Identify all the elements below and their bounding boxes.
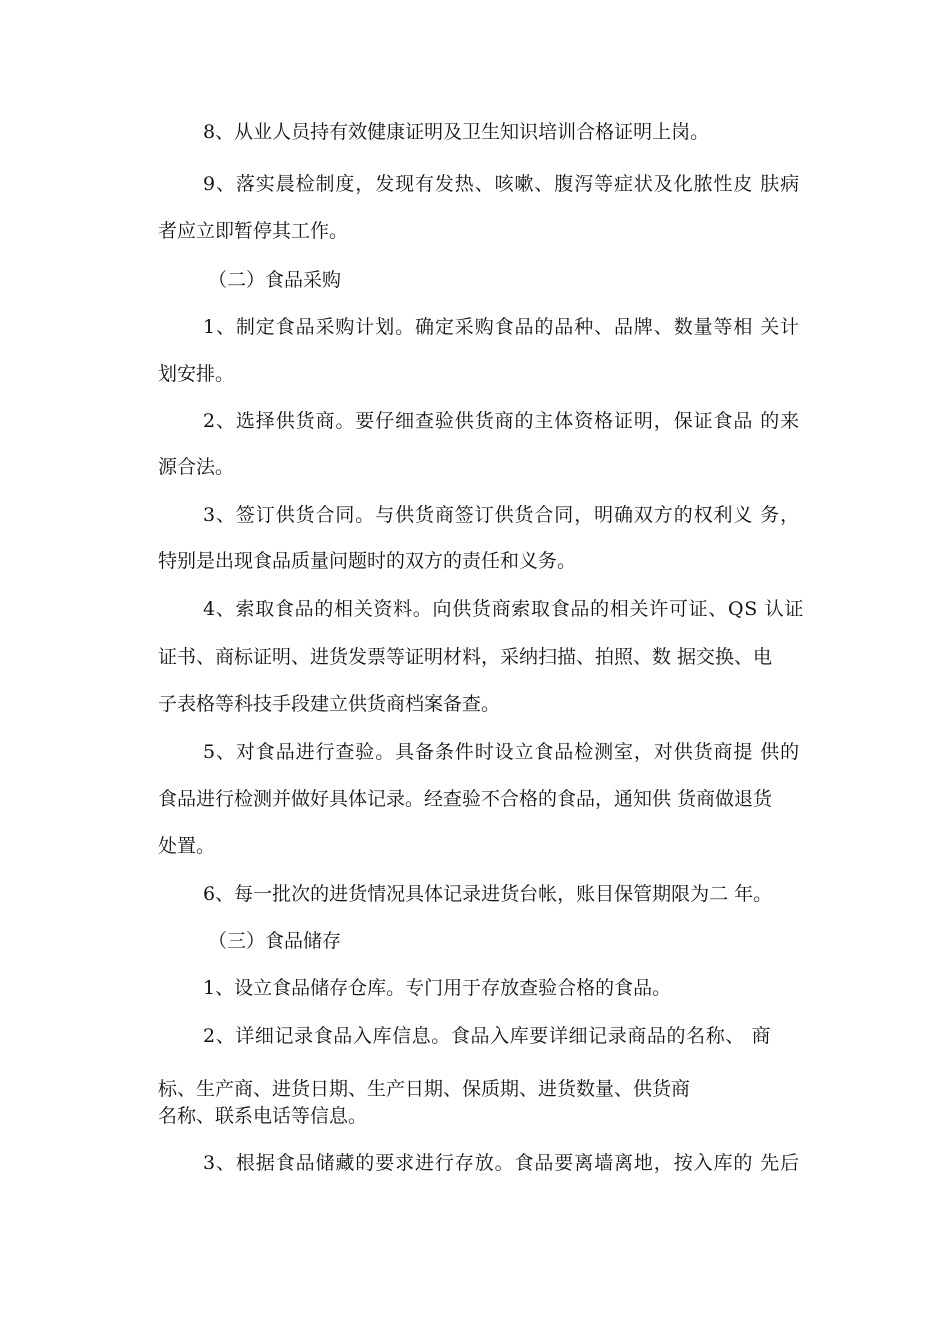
paragraph-line: 1、设立食品储存仓库。专门用于存放查验合格的食品。 xyxy=(203,977,672,999)
paragraph-line: 2、详细记录食品入库信息。食品入库要详细记录商品的名称、 商 xyxy=(203,1025,772,1047)
paragraph-line: 源合法。 xyxy=(158,456,235,478)
paragraph-line: 3、签订供货合同。与供货商签订供货合同，明确双方的权利义 务， xyxy=(203,504,801,526)
paragraph-line: 5、对食品进行查验。具备条件时设立食品检测室，对供货商提 供的 xyxy=(203,741,801,763)
section-heading: （二）食品采购 xyxy=(208,269,342,291)
paragraph-line: 2、选择供货商。要仔细查验供货商的主体资格证明，保证食品 的来 xyxy=(203,410,801,432)
paragraph-line: 者应立即暂停其工作。 xyxy=(158,220,349,242)
paragraph-line: 6、每一批次的进货情况具体记录进货台帐，账目保管期限为二 年。 xyxy=(203,883,773,905)
paragraph-line: 处置。 xyxy=(158,835,216,857)
paragraph-line: 食品进行检测并做好具体记录。经查验不合格的食品，通知供 货商做退货 xyxy=(158,788,773,810)
paragraph-line: 划安排。 xyxy=(158,363,235,385)
paragraph-line: 1、制定食品采购计划。确定采购食品的品种、品牌、数量等相 关计 xyxy=(203,316,801,338)
paragraph-line: 4、索取食品的相关资料。向供货商索取食品的相关许可证、QS 认证 xyxy=(203,598,805,620)
paragraph-line: 名称、联系电话等信息。 xyxy=(158,1105,368,1127)
paragraph-line: 3、根据食品储藏的要求进行存放。食品要离墙离地，按入库的 先后 xyxy=(203,1152,801,1174)
paragraph-line: 特别是出现食品质量问题时的双方的责任和义务。 xyxy=(158,550,577,572)
section-heading: （三）食品储存 xyxy=(208,930,342,952)
paragraph-line: 子表格等科技手段建立供货商档案备查。 xyxy=(158,693,501,715)
paragraph-line: 证书、商标证明、进货发票等证明材料，采纳扫描、拍照、数 据交换、电 xyxy=(158,646,773,668)
paragraph-line: 9、落实晨检制度，发现有发热、咳嗽、腹泻等症状及化脓性皮 肤病 xyxy=(203,173,801,195)
paragraph-line: 标、生产商、进货日期、生产日期、保质期、进货数量、供货商 xyxy=(158,1078,691,1100)
paragraph-line: 8、从业人员持有效健康证明及卫生知识培训合格证明上岗。 xyxy=(203,121,710,143)
